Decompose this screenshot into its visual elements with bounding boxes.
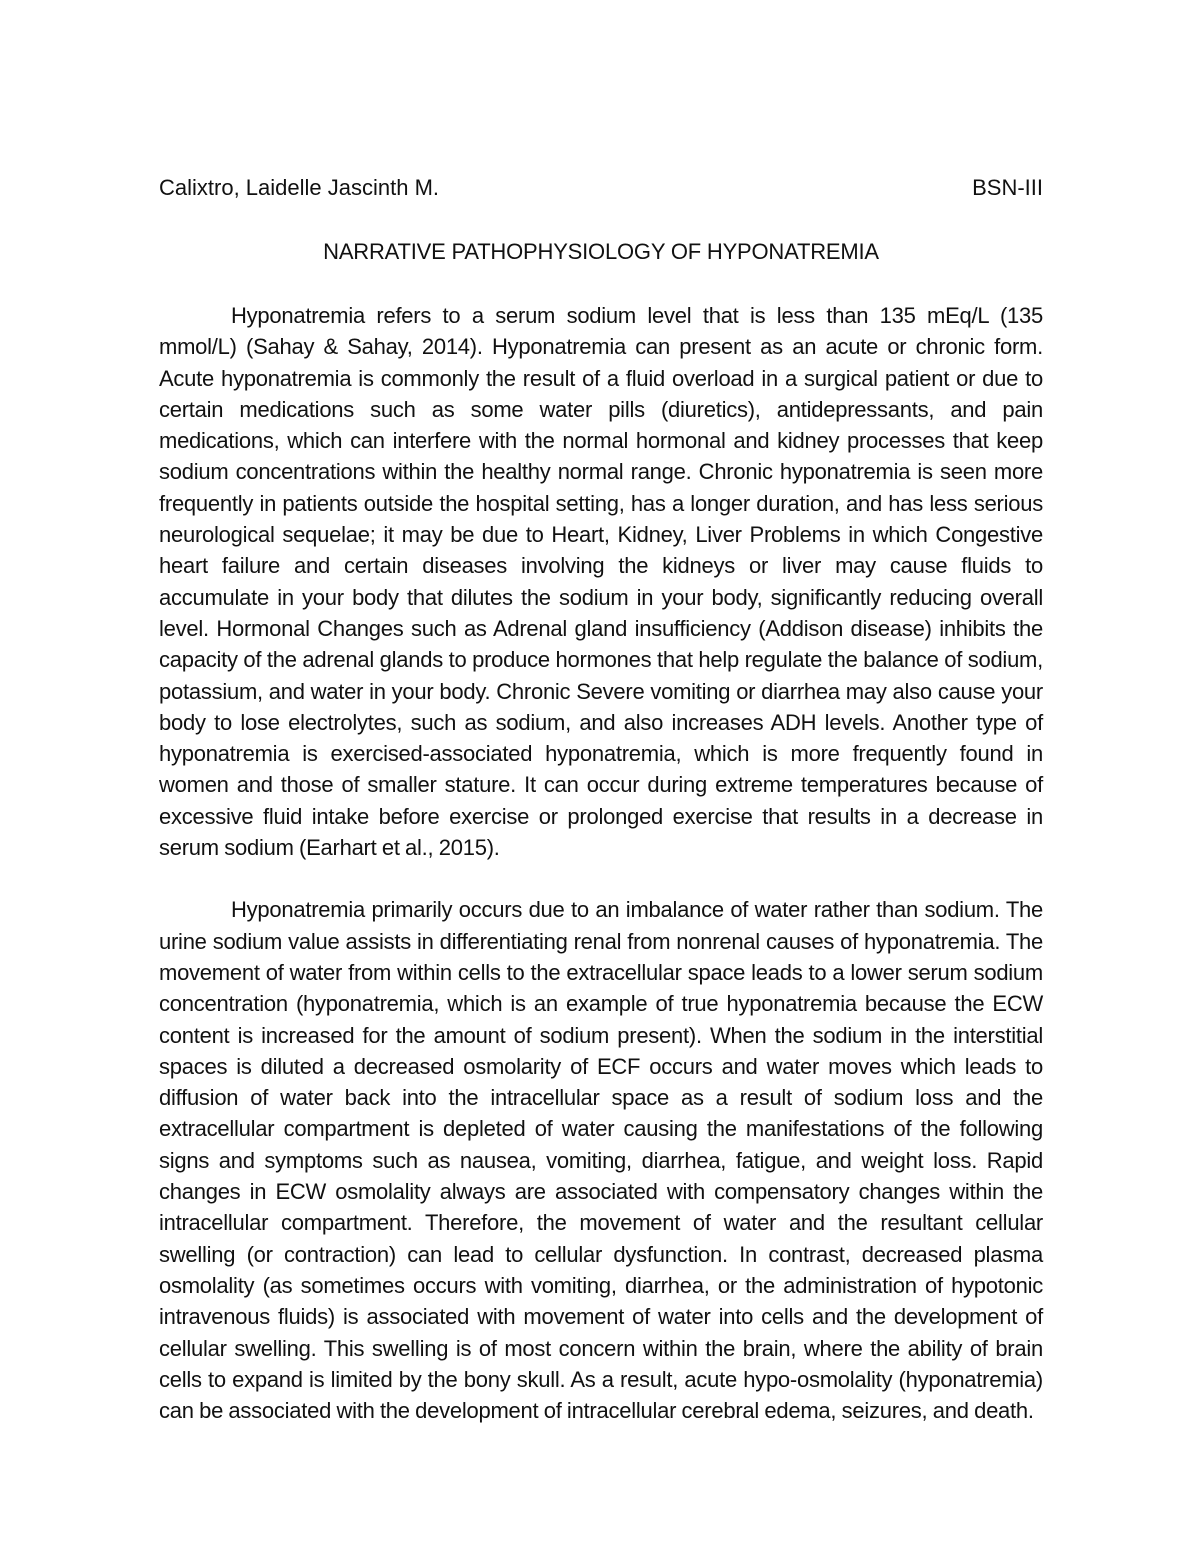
paragraph-2: Hyponatremia primarily occurs due to an imbalance of water rather than sodium. The urine sodium value assists in differentiating renal from nonrenal causes of hyponatremia. The movement of water from within cells to the extracellular space leads to a lower serum sodium concentration (hyponatremia, which is an example of true hyponatremia because the ECW content is increased for the amount of sodium present). When the sodium in the interstitial spaces is diluted a decreased osmolarity of ECF occurs and water moves which leads to diffusion of water back into the intracellular space as a result of sodium loss and the extracellular compartment is depleted of water causing the manifestations of the following signs and symptoms such as nausea, vomiting, diarrhea, fatigue, and weight loss. Rapid changes in ECW osmolality always are associated with compensatory changes within the intracellular compartment. Therefore, the movement of water and the resultant cellular swelling (or contraction) can lead to cellular dysfunction. In contrast, decreased plasma osmolality (as sometimes occurs with vomiting, diarrhea, or the administration of hypotonic intravenous fluids) is associated with movement of water into cells and the development of cellular swelling. This swelling is of most concern within the brain, where the ability of brain cells to expand is limited by the bony skull. As a result, acute hypo-osmolality (hyponatremia) can be associated with the development of intracellular cerebral edema, seizures, and death. <box>159 897 1043 1424</box>
document-header <box>159 172 1043 203</box>
document-page <box>159 172 1043 1426</box>
student-name: Calixtro, Laidelle Jascinth M. <box>159 175 440 200</box>
paragraph-1: Hyponatremia refers to a serum sodium level that is less than 135 mEq/L (135 mmol/L) (Sahay & Sahay, 2014). Hyponatremia can present as an acute or chronic form. Acute hyponatremia is commonly the result of a fluid overload in a surgical patient or due to certain medications such as some water pills (diuretics), antidepressants, and pain medications, which can interfere with the normal hormonal and kidney processes that keep sodium concentrations within the healthy normal range. Chronic hyponatremia is seen more frequently in patients outside the hospital setting, has a longer duration, and has less serious neurological sequelae; it may be due to Heart, Kidney, Liver Problems in which Congestive heart failure and certain diseases involving the kidneys or liver may cause fluids to accumulate in your body that dilutes the sodium in your body, significantly reducing overall level. Hormonal Changes such as Adrenal gland insufficiency (Addison disease) inhibits the capacity of the adrenal glands to produce hormones that help regulate the balance of sodium, potassium, and water in your body. Chronic Severe vomiting or diarrhea may also cause your body to lose electrolytes, such as sodium, and also increases ADH levels. Another type of hyponatremia is exercised-associated hyponatremia, which is more frequently found in women and those of smaller stature. It can occur during extreme temperatures because of excessive fluid intake before exercise or prolonged exercise that results in a decrease in serum sodium (Earhart et al., 2015). <box>159 303 1043 861</box>
document-title: NARRATIVE PATHOPHYSIOLOGY OF HYPONATREMIA <box>323 239 879 264</box>
course-year: BSN-III <box>972 175 1043 200</box>
